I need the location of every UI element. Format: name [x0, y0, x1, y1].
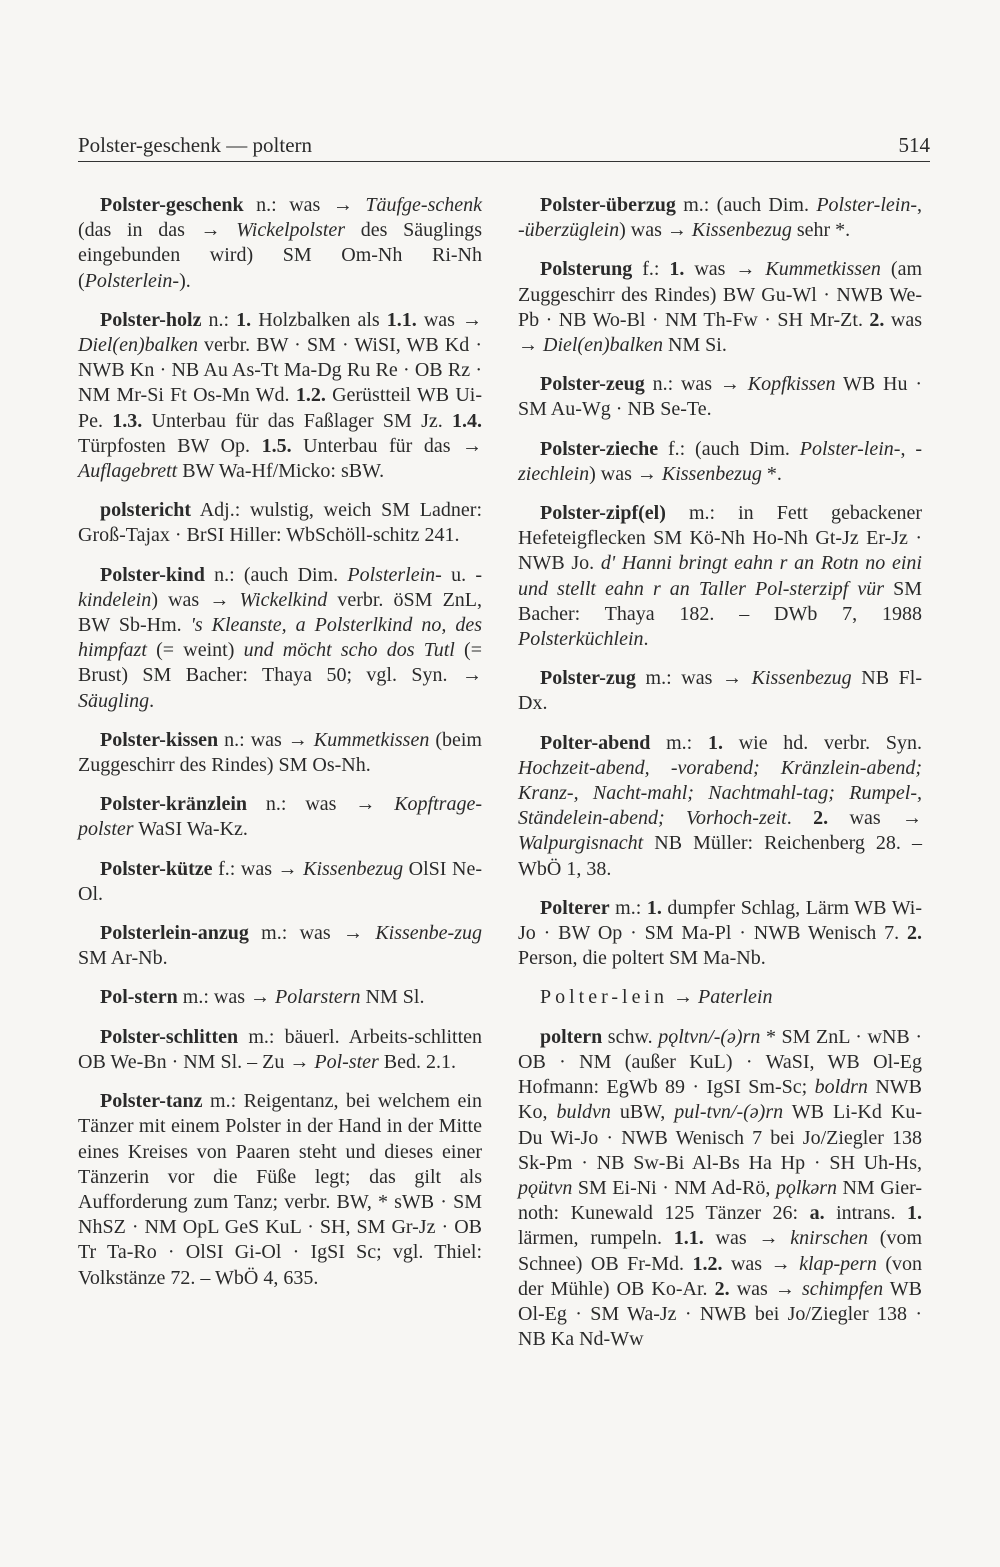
entry-text: sehr *.: [791, 219, 851, 242]
italic-text: knirschen: [790, 1227, 868, 1250]
italic-text: Kissenbezug: [303, 857, 404, 880]
entry-text: * SM ZnL · wNB · OB · NM (außer KuL) · WaSI, WB Ol-Eg Hofmann: EgWb 89 · IgSI Sm-Sc;: [518, 1025, 922, 1099]
entry-text: Unterbau für das Faßlager SM Jz.: [142, 409, 453, 432]
entry-text: WB Hu · SM Au-Wg · NB Se-Te.: [518, 373, 922, 421]
entry-text: .: [643, 628, 649, 651]
entry-text: NWB Ko,: [518, 1076, 922, 1124]
entry-text: f.: was →: [212, 857, 304, 880]
italic-text: Polsterlein-: [347, 563, 442, 586]
entry-headword: Polster-zieche: [540, 437, 659, 460]
entry-headword: Polster-kissen: [100, 728, 219, 751]
entry-headword: Polster-kütze: [100, 857, 213, 880]
entry-text: n.: was →: [243, 194, 366, 216]
sense-number: 1.: [646, 896, 662, 919]
entry-headword: Polster-überzug: [540, 194, 676, 216]
sense-number: 2.: [813, 807, 829, 830]
entry-text: verbr. öSM ZnL, BW Sb-Hm.: [78, 588, 482, 637]
italic-text: pǫütvn: [518, 1176, 573, 1199]
sense-number: 1.2.: [692, 1252, 723, 1275]
italic-text: Walpurgisnacht: [518, 832, 644, 855]
entry-text: Holzbalken als: [251, 308, 387, 331]
italic-text: Paterlein: [698, 986, 773, 1009]
sense-number: 1.: [707, 731, 723, 754]
sense-number: 1.5.: [261, 434, 292, 457]
italic-text: buldvn: [556, 1101, 611, 1124]
italic-text: schimpfen: [801, 1277, 884, 1300]
entry-text: NM Sl.: [360, 986, 425, 1009]
entry-text: uBW,: [610, 1101, 675, 1124]
entry-headword: Pol-stern: [100, 986, 178, 1009]
dictionary-entry: [78, 921, 482, 971]
italic-text: -kindelein: [78, 563, 483, 611]
entry-text: lärmen, rumpeln.: [518, 1227, 674, 1250]
italic-text: Kissenbe-zug: [375, 922, 482, 945]
entry-text: des Säuglings eingebunden wird) SM Om-Nh Ri-Nh (: [78, 219, 482, 292]
italic-text: Kissenbezug: [691, 219, 792, 242]
italic-text: Auflagebrett: [78, 460, 178, 483]
entry-text: SM Ei-Ni · NM Ad-Rö,: [572, 1176, 776, 1199]
entry-text: Gerüstteil WB Ui-Pe.: [78, 384, 482, 432]
entry-text: u.: [441, 563, 476, 586]
sense-number: 2.: [907, 922, 922, 945]
dictionary-entry: [518, 896, 922, 972]
italic-text: -ziechlein: [518, 437, 922, 485]
entry-text: ,: [917, 194, 922, 216]
entry-headword: Polster-schlitten: [100, 1025, 239, 1048]
entry-text: was →: [729, 1277, 802, 1300]
entry-text: m.: was →: [248, 922, 376, 945]
entry-text: SM Bacher: Thaya 182. – DWb 7, 1988: [518, 577, 922, 625]
entry-text: WB Ol-Eg · SM Wa-Jz · NWB bei Jo/Ziegler 138 · NB Ka Nd-Ww: [518, 1277, 922, 1351]
cross-reference-headword: Polter-lein: [540, 986, 669, 1009]
entry-text: OlSI Ne-Ol.: [78, 857, 483, 905]
entry-text: SM Ar-Nb.: [78, 947, 168, 970]
entry-text: n.: was →: [218, 728, 314, 751]
entry-headword: Polterer: [540, 896, 610, 919]
dictionary-entry: [518, 193, 922, 243]
dictionary-entry: [78, 1025, 482, 1075]
running-head-title: Polster-geschenk — poltern: [78, 133, 313, 157]
italic-text: klap-pern: [799, 1252, 877, 1275]
dictionary-entry: [78, 792, 482, 842]
dictionary-entry: [518, 666, 922, 716]
entry-text: ,: [900, 437, 916, 460]
dictionary-entry: [518, 501, 922, 652]
entry-text: verbr. BW · SM · WiSI, WB Kd · NWB Kn · NB Au As-Tt Ma-Dg Ru Re · OB Rz · NM Mr-Si Ft Os-Mn Wd.: [78, 334, 482, 407]
italic-text: Kummetkissen: [765, 258, 881, 281]
entry-text: m.:: [609, 896, 647, 919]
entry-text: (das in das →: [78, 219, 237, 242]
entry-text: ).: [179, 269, 191, 292]
sense-number: 1.1.: [386, 308, 417, 331]
entry-text: intrans.: [824, 1202, 908, 1225]
entry-headword: Polster-zipf(el): [540, 502, 666, 525]
entry-text: *.: [761, 462, 782, 485]
italic-text: Polarstern: [274, 986, 361, 1009]
entry-text: (von der Mühle) OB Ko-Ar.: [518, 1252, 922, 1300]
entry-text: n.: was →: [247, 793, 395, 816]
entry-text: .: [786, 807, 814, 830]
entry-headword: Polter-abend: [540, 731, 651, 754]
entry-headword: Polster-holz: [100, 308, 202, 331]
italic-text: Kissenbezug: [661, 462, 762, 485]
entry-text: was →: [722, 1252, 800, 1275]
entry-text: m.: was →: [635, 667, 752, 690]
page-number: 514: [898, 133, 930, 157]
italic-text: Polsterküchlein: [518, 628, 644, 651]
entry-text: ) was →: [619, 219, 692, 242]
italic-text: Polster-lein-: [816, 194, 917, 216]
entry-text: m.: was →: [177, 986, 275, 1009]
italic-text: Kummetkissen: [313, 728, 430, 751]
dictionary-entry: [78, 498, 482, 548]
entry-text: wie hd. verbr. Syn.: [722, 731, 922, 754]
entry-text: was →: [416, 308, 483, 331]
entry-text: m.: in Fett gebackener Hefeteigflecken SM Kö-Nh Ho-Nh Gt-Jz Er-Jz · NWB Jo.: [518, 502, 922, 575]
italic-text: und möcht scho dos Tutl: [243, 639, 455, 662]
italic-text: pǫltvn/-(ə)rn: [658, 1025, 761, 1048]
italic-text: Hochzeit-abend, -vorabend; Kränzlein-abend; Kranz-, Nacht-mahl; Nachtmahl-tag; Rumpel-, Ständelein-abend; Vorhoch-zeit: [518, 756, 922, 830]
italic-text: pǫlkərn: [775, 1176, 837, 1199]
sense-number: 2.: [869, 308, 885, 331]
entry-text: (vom Schnee) OB Fr-Md.: [518, 1227, 923, 1275]
entry-text: Türpfosten BW Op.: [78, 434, 262, 457]
entry-text: Adj.: wulstig, weich SM Ladner: Groß-Tajax · BrSI Hiller: WbSchöll-schitz 241.: [78, 499, 482, 547]
dictionary-entry: [78, 728, 482, 778]
entry-text: m.: (auch Dim.: [675, 194, 817, 216]
entry-text: (beim Zuggeschirr des Rindes) SM Os-Nh.: [78, 728, 482, 777]
italic-text: pul-tvn/-(ə)rn: [674, 1101, 784, 1124]
entry-text: m.: bäuerl. Arbeits-schlitten OB We-Bn · NM Sl. – Zu →: [78, 1025, 482, 1073]
italic-text: Diel(en)balken: [543, 334, 663, 357]
dictionary-entry: [78, 193, 482, 294]
entry-text: dumpfer Schlag, Lärm WB Wi-Jo · BW Op · SM Ma-Pl · NWB Wenisch 7.: [518, 896, 922, 945]
entry-text: NM Gier-noth: Kunewald 125 Tänzer 26:: [518, 1176, 922, 1225]
dictionary-entry: [518, 257, 922, 358]
italic-text: Kissenbezug: [751, 667, 852, 690]
italic-text: 's Kleanste, a Polsterlkind no, des himpfazt: [78, 614, 482, 662]
italic-text: Kopfkissen: [747, 373, 836, 396]
italic-text: Täufge-schenk: [365, 194, 482, 216]
italic-text: Pol-ster: [314, 1050, 379, 1073]
dictionary-entry: [518, 731, 922, 882]
entry-text: (= Brust) SM Bacher: Thaya 50; vgl. Syn. →: [78, 639, 482, 687]
italic-text: d' Hanni bringt eahn r an Rotn no eini und stellt eahn r an Taller Pol-sterzipf vür: [518, 552, 922, 600]
entry-headword: polstericht: [100, 499, 192, 522]
right-column: [518, 193, 922, 1366]
entry-text: was →: [703, 1227, 791, 1250]
dictionary-entry: [78, 985, 482, 1010]
dictionary-entry: [518, 372, 922, 422]
entry-headword: Polster-kränzlein: [100, 793, 248, 816]
entry-headword: Polster-tanz: [100, 1090, 203, 1113]
italic-text: -überzüglein: [518, 219, 620, 242]
dictionary-entry: [78, 1089, 482, 1291]
entry-text: m.: Reigentanz, bei welchem ein Tänzer mit einem Polster in der Hand in der Mitte eines Kreises von Paaren steht und dieses einer Tänzerin vor die Füße legt; das gilt als Aufforderung zum Tanz; verbr. BW, * sWB · SM NhSZ · NM OpL GeS KuL · SH, SM Gr-Jz · OB Tr Ta-Ro · OlSI Gi-Ol · IgSI Sc; vgl. Thiel: Volkstänze 72. – WbÖ 4, 635.: [78, 1090, 482, 1289]
italic-text: Säugling: [78, 689, 150, 712]
entry-headword: Polster-kind: [100, 563, 205, 586]
sense-number: 1.2.: [295, 384, 326, 407]
entry-text: ) was →: [151, 588, 240, 611]
dictionary-entry: [78, 308, 482, 484]
entry-headword: Polsterung: [540, 258, 633, 281]
entry-text: Person, die poltert SM Ma-Nb.: [518, 947, 766, 970]
entry-text: NM Si.: [662, 334, 727, 357]
entry-text: n.: (auch Dim.: [204, 563, 348, 586]
entry-text: Bed. 2.1.: [378, 1050, 457, 1073]
italic-text: Diel(en)balken: [78, 334, 198, 357]
dictionary-entry: [78, 857, 482, 907]
entry-text: n.:: [201, 308, 237, 331]
sense-number: 1.: [669, 258, 685, 281]
entry-text: .: [149, 689, 155, 712]
entry-text: NB Müller: Reichenberg 28. – WbÖ 1, 38.: [518, 832, 922, 880]
entry-text: was →: [518, 308, 922, 357]
sense-number: 1.: [907, 1202, 923, 1225]
italic-text: Polsterlein-: [84, 269, 180, 292]
italic-text: Kopftrage-polster: [78, 793, 482, 841]
sense-number: 1.4.: [452, 409, 483, 432]
entry-text: f.:: [632, 258, 670, 281]
entry-text: f.: (auch Dim.: [658, 437, 800, 460]
entry-text: n.: was →: [644, 373, 748, 396]
entry-text: NB Fl-Dx.: [518, 667, 923, 715]
dictionary-entry: [518, 985, 922, 1010]
entry-text: (= weint): [146, 639, 244, 662]
italic-text: Wickelkind: [239, 588, 328, 611]
sense-number: a.: [809, 1202, 825, 1225]
italic-text: boldrn: [814, 1076, 868, 1099]
left-column: [78, 193, 482, 1305]
entry-headword: Polster-geschenk: [100, 194, 244, 216]
dictionary-entry: [518, 437, 922, 487]
entry-text: Unterbau für das →: [291, 434, 482, 457]
entry-headword: Polster-zug: [540, 667, 636, 690]
entry-text: schw.: [602, 1025, 659, 1048]
dictionary-entry: [518, 1025, 922, 1353]
entry-headword: Polsterlein-anzug: [100, 922, 249, 945]
italic-text: Polster-lein-: [799, 437, 901, 460]
entry-text: BW Wa-Hf/Micko: sBW.: [177, 460, 385, 483]
italic-text: Wickelpolster: [236, 219, 346, 242]
running-header: [78, 133, 930, 162]
entry-headword: Polster-zeug: [540, 373, 645, 396]
entry-text: (am Zuggeschirr des Rindes) BW Gu-Wl · NWB We-Pb · NB Wo-Bl · NM Th-Fw · SH Mr-Zt.: [518, 258, 922, 331]
dictionary-entry: [78, 563, 482, 714]
entry-text: m.:: [650, 731, 708, 754]
entry-text: was →: [828, 807, 923, 830]
entry-text: ) was →: [589, 462, 662, 485]
entry-headword: poltern: [540, 1025, 603, 1048]
entry-text: was →: [684, 258, 766, 281]
sense-number: 1.3.: [112, 409, 143, 432]
sense-number: 1.1.: [673, 1227, 704, 1250]
sense-number: 2.: [714, 1277, 730, 1300]
entry-text: WaSI Wa-Kz.: [133, 818, 248, 841]
entry-text: →: [668, 986, 699, 1009]
sense-number: 1.: [236, 308, 252, 331]
entry-text: WB Li-Kd Ku-Du Wi-Jo · NWB Wenisch 7 bei Jo/Ziegler 138 Sk-Pm · NB Sw-Bi Al-Bs Ha Hp · SH Uh-Hs,: [518, 1101, 922, 1174]
